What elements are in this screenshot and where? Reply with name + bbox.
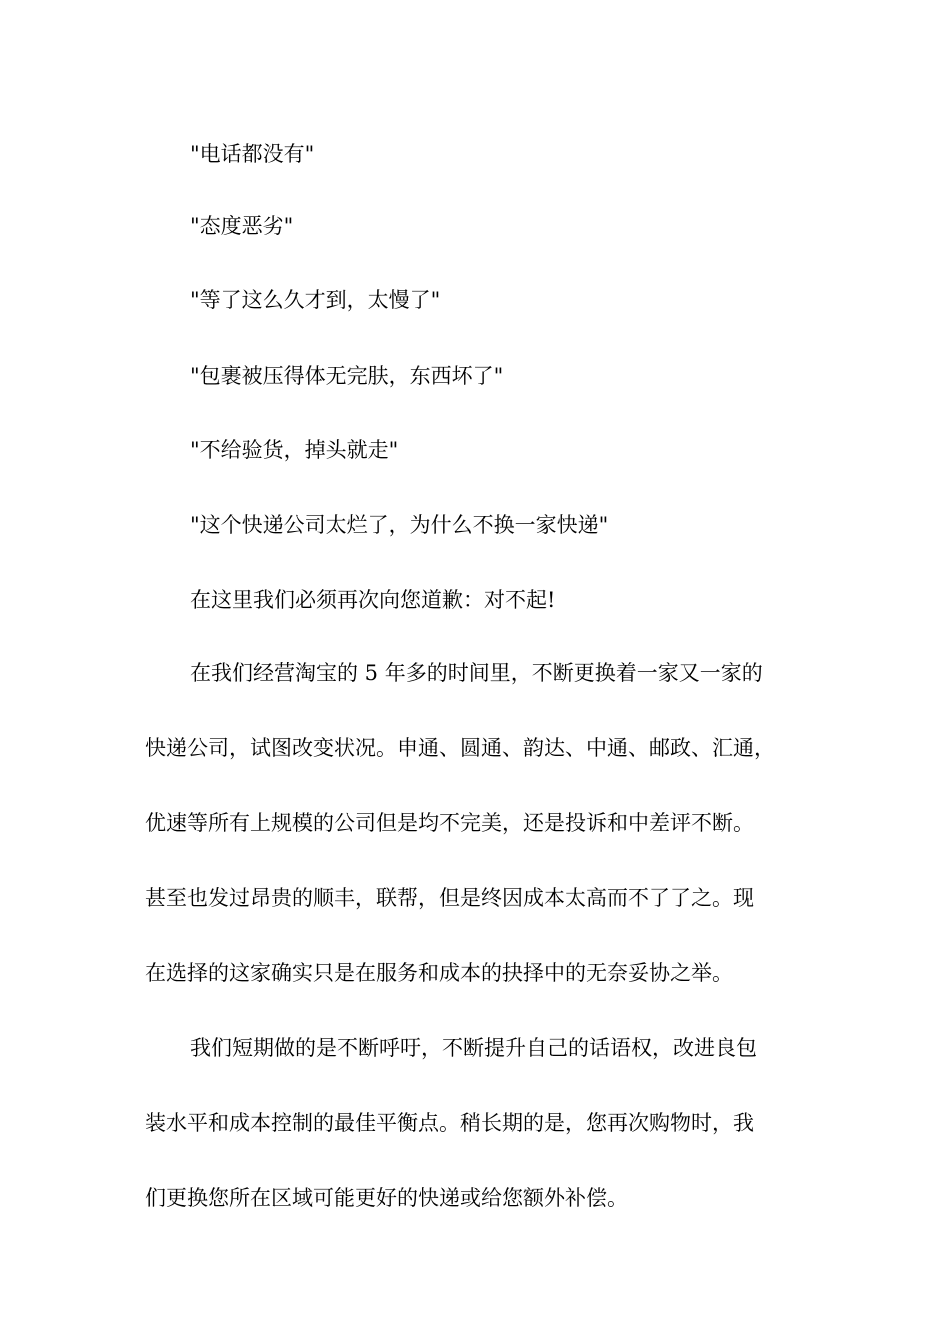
paragraph2-line-3: 们更换您所在区域可能更好的快递或给您额外补偿。	[145, 1186, 628, 1210]
paragraph1-line-1: 在我们经营淘宝的 5 年多的时间里，不断更换着一家又一家的	[190, 661, 763, 685]
quote-line-1: "电话都没有"	[190, 142, 315, 166]
paragraph1-line-4: 甚至也发过昂贵的顺丰，联帮，但是终因成本太高而不了了之。现	[145, 886, 754, 910]
quote-line-6: "这个快递公司太烂了，为什么不换一家快递"	[190, 513, 609, 537]
paragraph1-line-2: 快递公司，试图改变状况。申通、圆通、韵达、中通、邮政、汇通，	[145, 736, 775, 760]
quote-line-2: "态度恶劣"	[190, 214, 294, 238]
paragraph1-line-3: 优速等所有上规模的公司但是均不完美，还是投诉和中差评不断。	[145, 811, 754, 835]
apology-line: 在这里我们必须再次向您道歉：对不起!	[190, 588, 556, 612]
paragraph2-line-1: 我们短期做的是不断呼吁，不断提升自己的话语权，改进良包	[190, 1036, 757, 1060]
paragraph1-line-5: 在选择的这家确实只是在服务和成本的抉择中的无奈妥协之举。	[145, 961, 733, 985]
quote-line-3: "等了这么久才到，太慢了"	[190, 288, 441, 312]
quote-line-4: "包裹被压得体无完肤，东西坏了"	[190, 364, 504, 388]
quote-line-5: "不给验货，掉头就走"	[190, 438, 399, 462]
paragraph2-line-2: 装水平和成本控制的最佳平衡点。稍长期的是，您再次购物时，我	[145, 1111, 754, 1135]
